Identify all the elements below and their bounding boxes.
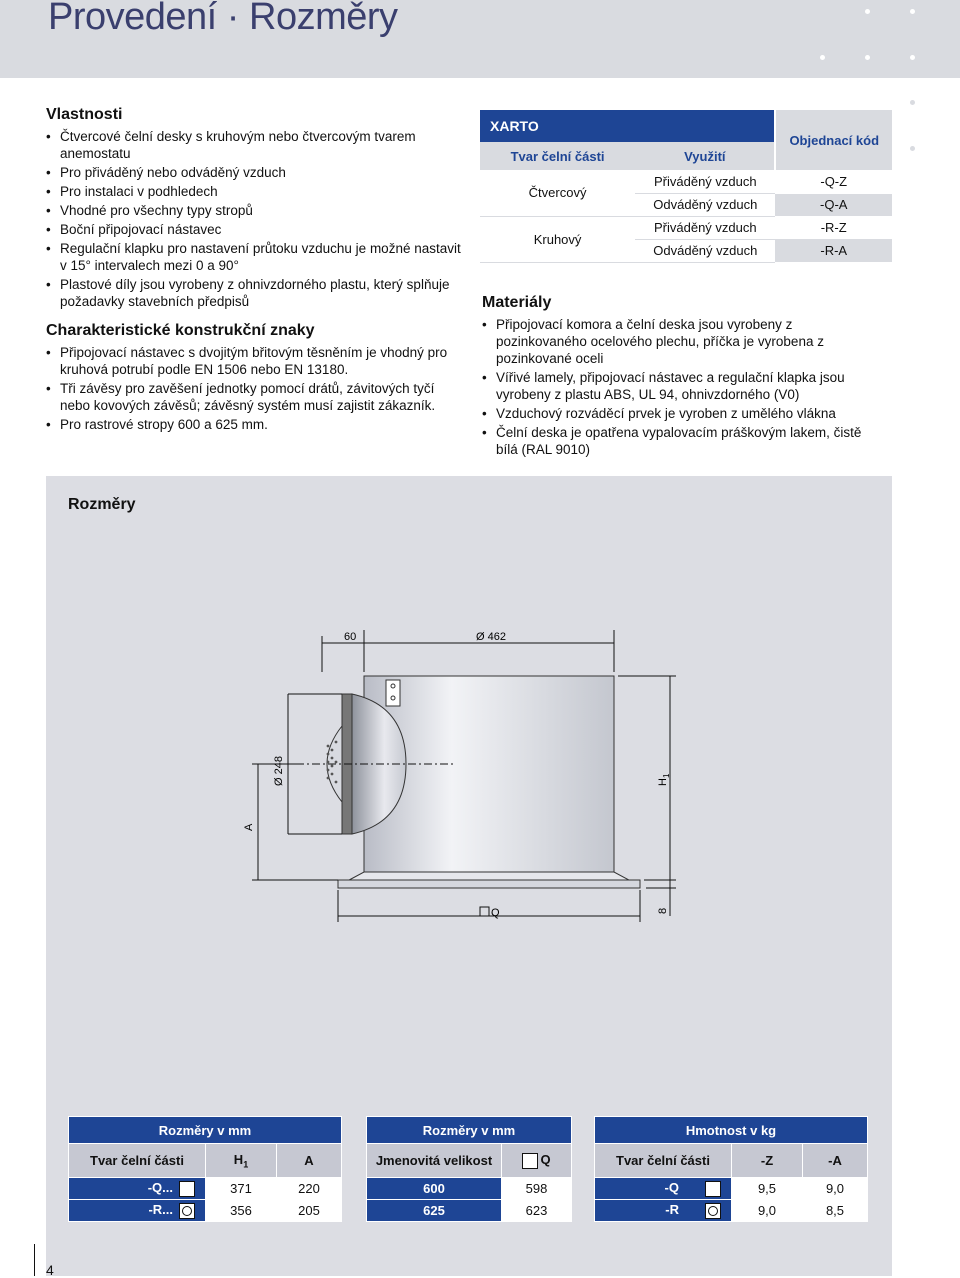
list-item: • Připojovací komora a čelní deska jsou vyrobeny z pozinkovaného ocelového plechu, příčka je vyrobena z pozinkované oceli — [482, 316, 882, 367]
square-icon — [705, 1181, 721, 1197]
dim-a-label: A — [243, 823, 255, 831]
vlastnosti-list — [46, 128, 466, 310]
col-header: Tvar čelní části — [69, 1144, 206, 1178]
list-item: • Vzduchový rozváděcí prvek je vyroben z umělého vlákna — [482, 405, 882, 422]
list-item: • Vířivé lamely, připojovací nástavec a regulační klapka jsou vyrobeny z plastu ABS, UL 94, ohnivzdorného (V0) — [482, 369, 882, 403]
shape-cell: Kruhový — [480, 216, 635, 262]
list-item: • Připojovací nástavec s dvojitým břitovým těsněním je vhodný pro kruhová potrubí podle EN 1506 nebo EN 13180. — [46, 344, 466, 378]
list-item: • Pro instalaci v podhledech — [46, 183, 466, 200]
square-icon — [522, 1153, 538, 1169]
code-cell: -Q-Z — [775, 170, 892, 193]
square-icon — [480, 907, 489, 916]
list-item: • Boční připojovací nástavec — [46, 221, 466, 238]
rozmery-heading: Rozměry — [68, 496, 136, 513]
row-label: -R — [595, 1200, 732, 1222]
code-cell: -R-A — [775, 239, 892, 262]
table-row — [595, 1178, 868, 1200]
dim-60-label: 60 — [344, 631, 357, 643]
list-item: • Čtvercové čelní desky s kruhovým nebo čtvercovým tvarem anemostatu — [46, 128, 466, 162]
decor-dot — [910, 100, 915, 105]
decor-dot — [820, 55, 825, 60]
materialy-heading: Materiály — [482, 294, 552, 311]
list-item: • Tři závěsy pro zavěšení jednotky pomocí drátů, závitových tyčí nebo kovových závěsů; závěsný systém musí zajistit zákazník. — [46, 380, 466, 414]
table-row — [595, 1200, 868, 1222]
divider — [34, 1244, 35, 1276]
table-title: Rozměry v mm — [69, 1117, 342, 1144]
code-cell: -Q-A — [775, 193, 892, 216]
cell: 205 — [277, 1200, 342, 1222]
col-header: $H_1$ — [206, 1144, 277, 1178]
page-header — [0, 0, 960, 78]
cell: 9,0 — [803, 1178, 868, 1200]
col-header: Q — [502, 1144, 572, 1178]
cell: 598 — [502, 1178, 572, 1200]
table-row — [367, 1178, 572, 1200]
konstrukce-heading: Charakteristické konstrukční znaky — [46, 322, 315, 339]
xarto-title: XARTO — [480, 110, 775, 142]
dim-248-label: Ø 248 — [273, 756, 285, 786]
col-header: -Z — [732, 1144, 803, 1178]
row-label: -R... — [69, 1200, 206, 1222]
page-title: Provedení · Rozměry — [48, 0, 398, 38]
dim-8-label: 8 — [657, 907, 669, 914]
col-header: A — [277, 1144, 342, 1178]
table-title: Hmotnost v kg — [595, 1117, 868, 1144]
list-item: • Čelní deska je opatřena vypalovacím práškovým lakem, čistě bílá (RAL 9010) — [482, 424, 882, 458]
shape-cell: Čtvercový — [480, 170, 635, 216]
dimensions-table-2 — [366, 1116, 572, 1222]
table-title: Rozměry v mm — [367, 1117, 572, 1144]
konstrukce-list — [46, 344, 466, 433]
row-label: -Q — [595, 1178, 732, 1200]
col-header: Jmenovitá velikost — [367, 1144, 502, 1178]
use-cell: Odváděný vzduch — [635, 193, 775, 216]
row-label: 625 — [367, 1200, 502, 1222]
decor-dot — [910, 55, 915, 60]
left-column — [46, 106, 466, 435]
vlastnosti-heading: Vlastnosti — [46, 106, 123, 123]
decor-dot — [910, 9, 915, 14]
materialy-list — [482, 316, 882, 458]
row-label: 600 — [367, 1178, 502, 1200]
decor-dot — [865, 9, 870, 14]
dim-q-label: Q — [491, 907, 500, 919]
list-item: • Regulační klapku pro nastavení průtoku vzduchu je možné nastavit v 15° intervalech mezi 0 a 90° — [46, 240, 466, 274]
col-shape: Tvar čelní části — [510, 148, 605, 164]
table-row — [367, 1200, 572, 1222]
list-item: • Plastové díly jsou vyrobeny z ohnivzdorného plastu, který splňuje požadavky stavebních předpisů — [46, 276, 466, 310]
use-cell: Přiváděný vzduch — [635, 216, 775, 239]
row-label: -Q... — [69, 1178, 206, 1200]
page-number: 4 — [46, 1262, 54, 1278]
cell: 356 — [206, 1200, 277, 1222]
list-item: • Pro rastrové stropy 600 a 625 mm. — [46, 416, 466, 433]
materialy-section — [482, 294, 882, 460]
dimensions-table-1 — [68, 1116, 342, 1222]
col-order-code: Objednací kód — [775, 110, 892, 170]
table-row — [69, 1178, 342, 1200]
col-use: Využití — [684, 148, 726, 164]
circle-icon — [179, 1203, 195, 1219]
cell: 623 — [502, 1200, 572, 1222]
cell: 9,5 — [732, 1178, 803, 1200]
list-item: • Pro přiváděný nebo odváděný vzduch — [46, 164, 466, 181]
weight-table — [594, 1116, 868, 1222]
use-cell: Odváděný vzduch — [635, 239, 775, 262]
dim-462-label: Ø 462 — [476, 631, 506, 643]
list-item: • Vhodné pro všechny typy stropů — [46, 202, 466, 219]
table-row — [69, 1200, 342, 1222]
use-cell: Přiváděný vzduch — [635, 170, 775, 193]
xarto-table — [480, 110, 892, 263]
circle-icon — [705, 1203, 721, 1219]
cell: 8,5 — [803, 1200, 868, 1222]
cell: 220 — [277, 1178, 342, 1200]
code-cell: -R-Z — [775, 216, 892, 239]
decor-dot — [910, 146, 915, 151]
cell: 371 — [206, 1178, 277, 1200]
dim-h-label: $H_1$ — [657, 773, 671, 786]
cell: 9,0 — [732, 1200, 803, 1222]
square-icon — [179, 1181, 195, 1197]
decor-dot — [865, 55, 870, 60]
col-header: -A — [803, 1144, 868, 1178]
col-header: Tvar čelní části — [595, 1144, 732, 1178]
